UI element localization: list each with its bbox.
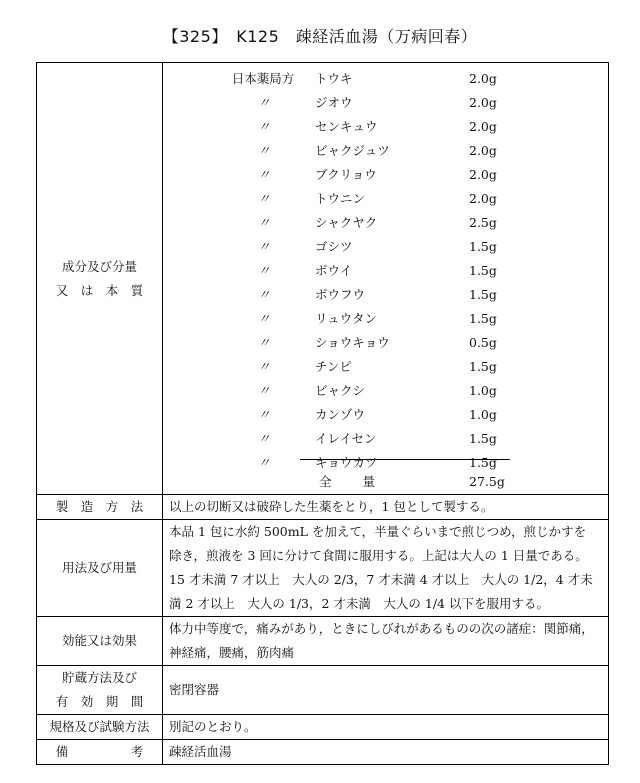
ingredient-name: シャクヤク bbox=[315, 215, 378, 230]
ditto-mark: 〃 bbox=[257, 287, 271, 302]
ingredient-row bbox=[163, 451, 611, 475]
ingredient-name: トウキ bbox=[315, 71, 353, 86]
storage-row bbox=[37, 666, 609, 715]
ditto-mark: 〃 bbox=[257, 239, 271, 254]
ingredient-amount: 1.5g bbox=[469, 239, 497, 254]
efficacy-text bbox=[163, 617, 609, 666]
ingredient-row bbox=[163, 235, 611, 259]
ingredient-name: ブクリョウ bbox=[315, 167, 377, 182]
ingredient-amount: 1.5g bbox=[469, 455, 497, 470]
ingredient-row bbox=[163, 211, 611, 235]
ingredient-amount: 2.5g bbox=[469, 215, 497, 230]
ingredient-name: ジオウ bbox=[315, 95, 353, 110]
storage-text: 密閉容器 bbox=[163, 666, 609, 715]
ditto-mark: 〃 bbox=[257, 263, 271, 278]
ingredient-name: キョウカツ bbox=[315, 455, 378, 470]
ingredients-row bbox=[37, 63, 609, 495]
ingredient-row bbox=[163, 67, 611, 91]
ingredient-name: センキュウ bbox=[315, 119, 378, 134]
ingredient-amount: 1.5g bbox=[469, 287, 497, 302]
ingredient-amount: 1.0g bbox=[469, 383, 497, 398]
ingredient-amount: 1.5g bbox=[469, 431, 497, 446]
ingredients-label bbox=[37, 63, 163, 495]
ingredient-row bbox=[163, 355, 611, 379]
ditto-mark: 〃 bbox=[257, 431, 271, 446]
ingredient-row bbox=[163, 115, 611, 139]
ingredient-amount: 1.5g bbox=[469, 311, 497, 326]
ditto-mark: 〃 bbox=[257, 335, 271, 350]
ingredient-amount: 0.5g bbox=[469, 335, 497, 350]
ditto-mark: 〃 bbox=[257, 119, 271, 134]
dosage-line-2: 除き，煎液を 3 回に分けて食間に服用する。上記は大人の 1 日量である。 bbox=[169, 548, 588, 563]
ditto-mark: 〃 bbox=[257, 455, 271, 470]
ditto-mark: 〃 bbox=[257, 191, 271, 206]
ditto-mark: 〃 bbox=[257, 143, 271, 158]
ingredient-name: カンゾウ bbox=[315, 407, 366, 422]
storage-label-line1: 貯蔵方法及び bbox=[61, 670, 137, 685]
efficacy-label-text: 効能又は効果 bbox=[61, 633, 137, 648]
ditto-mark: 〃 bbox=[257, 359, 271, 374]
ditto-mark: 〃 bbox=[257, 215, 271, 230]
ingredient-name: イレイセン bbox=[315, 431, 377, 446]
manufacturing-label-text: 製 造 方 法 bbox=[55, 499, 144, 514]
manufacturing-text: 以上の切断又は破砕した生薬をとり，1 包として製する。 bbox=[163, 495, 609, 520]
ingredient-name: ボウイ bbox=[315, 263, 353, 278]
dosage-line-3: 15 才未満 7 才以上 大人の 2/3，7 才未満 4 才以上 大人の 1/2，4 才未 bbox=[169, 572, 593, 587]
remarks-text: 疎経活血湯 bbox=[163, 740, 609, 765]
dosage-label bbox=[37, 520, 163, 617]
ingredient-amount: 2.0g bbox=[469, 167, 497, 182]
ingredient-row bbox=[163, 283, 611, 307]
ingredient-amount: 2.0g bbox=[469, 119, 497, 134]
ingredients-cell bbox=[163, 63, 609, 495]
manufacturing-row bbox=[37, 495, 609, 520]
specification-table bbox=[36, 62, 609, 765]
ingredients-label-line2: 又 は 本 質 bbox=[55, 282, 144, 298]
ingredient-amount: 2.0g bbox=[469, 95, 497, 110]
ingredient-name: ビャクシ bbox=[315, 383, 366, 398]
dosage-line-4: 満 2 才以上 大人の 1/3，2 才未満 大人の 1/4 以下を服用する。 bbox=[169, 596, 549, 611]
document-title: 【325】 K125 疎経活血湯（万病回春） bbox=[162, 27, 478, 46]
ditto-mark: 〃 bbox=[257, 407, 271, 422]
ingredient-name: ショウキョウ bbox=[315, 335, 390, 350]
total-amount: 27.5g bbox=[469, 474, 505, 489]
spec-label-text: 規格及び試験方法 bbox=[49, 719, 150, 734]
ingredient-amount: 1.5g bbox=[469, 263, 497, 278]
storage-label-line2: 有 効 期 間 bbox=[55, 694, 144, 709]
ingredient-name: ビャクジュツ bbox=[315, 143, 390, 158]
ingredient-name: トウニン bbox=[315, 191, 366, 206]
ingredient-name: ボウフウ bbox=[315, 287, 366, 302]
ingredient-row bbox=[163, 139, 611, 163]
ingredient-row bbox=[163, 187, 611, 211]
efficacy-row bbox=[37, 617, 609, 666]
efficacy-line-2: 神経痛，腰痛，筋肉痛 bbox=[169, 645, 295, 660]
ingredient-list bbox=[163, 63, 608, 494]
ingredient-row bbox=[163, 259, 611, 283]
spec-text: 別記のとおり。 bbox=[163, 715, 609, 740]
ingredient-amount: 1.5g bbox=[469, 359, 497, 374]
spec-label bbox=[37, 715, 163, 740]
ingredient-name: ゴシツ bbox=[315, 239, 353, 254]
spec-row bbox=[37, 715, 609, 740]
storage-label bbox=[37, 666, 163, 715]
ditto-mark: 〃 bbox=[257, 311, 271, 326]
ditto-mark: 〃 bbox=[257, 95, 271, 110]
dosage-row bbox=[37, 520, 609, 617]
ingredient-amount: 2.0g bbox=[469, 143, 497, 158]
manufacturing-label bbox=[37, 495, 163, 520]
ditto-mark: 〃 bbox=[257, 167, 271, 182]
remarks-label-text: 備 考 bbox=[55, 744, 144, 759]
efficacy-label bbox=[37, 617, 163, 666]
ingredient-amount: 2.0g bbox=[469, 191, 497, 206]
ditto-mark: 〃 bbox=[257, 383, 271, 398]
ingredient-row bbox=[163, 403, 611, 427]
ingredient-row bbox=[163, 379, 611, 403]
total-label: 全 量 bbox=[319, 474, 378, 489]
pharmacopoeia-label: 日本薬局方 bbox=[231, 71, 295, 86]
ingredient-row bbox=[163, 163, 611, 187]
remarks-row bbox=[37, 740, 609, 765]
ingredient-row bbox=[163, 427, 611, 451]
ingredient-row bbox=[163, 91, 611, 115]
ingredient-row bbox=[163, 331, 611, 355]
ingredient-amount: 1.0g bbox=[469, 407, 497, 422]
ingredients-label-line1: 成分及び分量 bbox=[61, 258, 137, 274]
ingredient-name: リュウタン bbox=[315, 311, 378, 326]
ingredient-amount: 2.0g bbox=[469, 71, 497, 86]
dosage-line-1: 本品 1 包に水約 500mL を加えて，半量ぐらいまで煎じつめ，煎じかすを bbox=[169, 524, 587, 539]
dosage-label-text: 用法及び用量 bbox=[61, 560, 137, 575]
ingredient-row bbox=[163, 307, 611, 331]
ingredient-name: チンピ bbox=[315, 359, 352, 374]
efficacy-line-1: 体力中等度で，痛みがあり，ときにしびれがあるものの次の諸症：関節痛， bbox=[169, 621, 594, 636]
dosage-text bbox=[163, 520, 609, 617]
remarks-label bbox=[37, 740, 163, 765]
